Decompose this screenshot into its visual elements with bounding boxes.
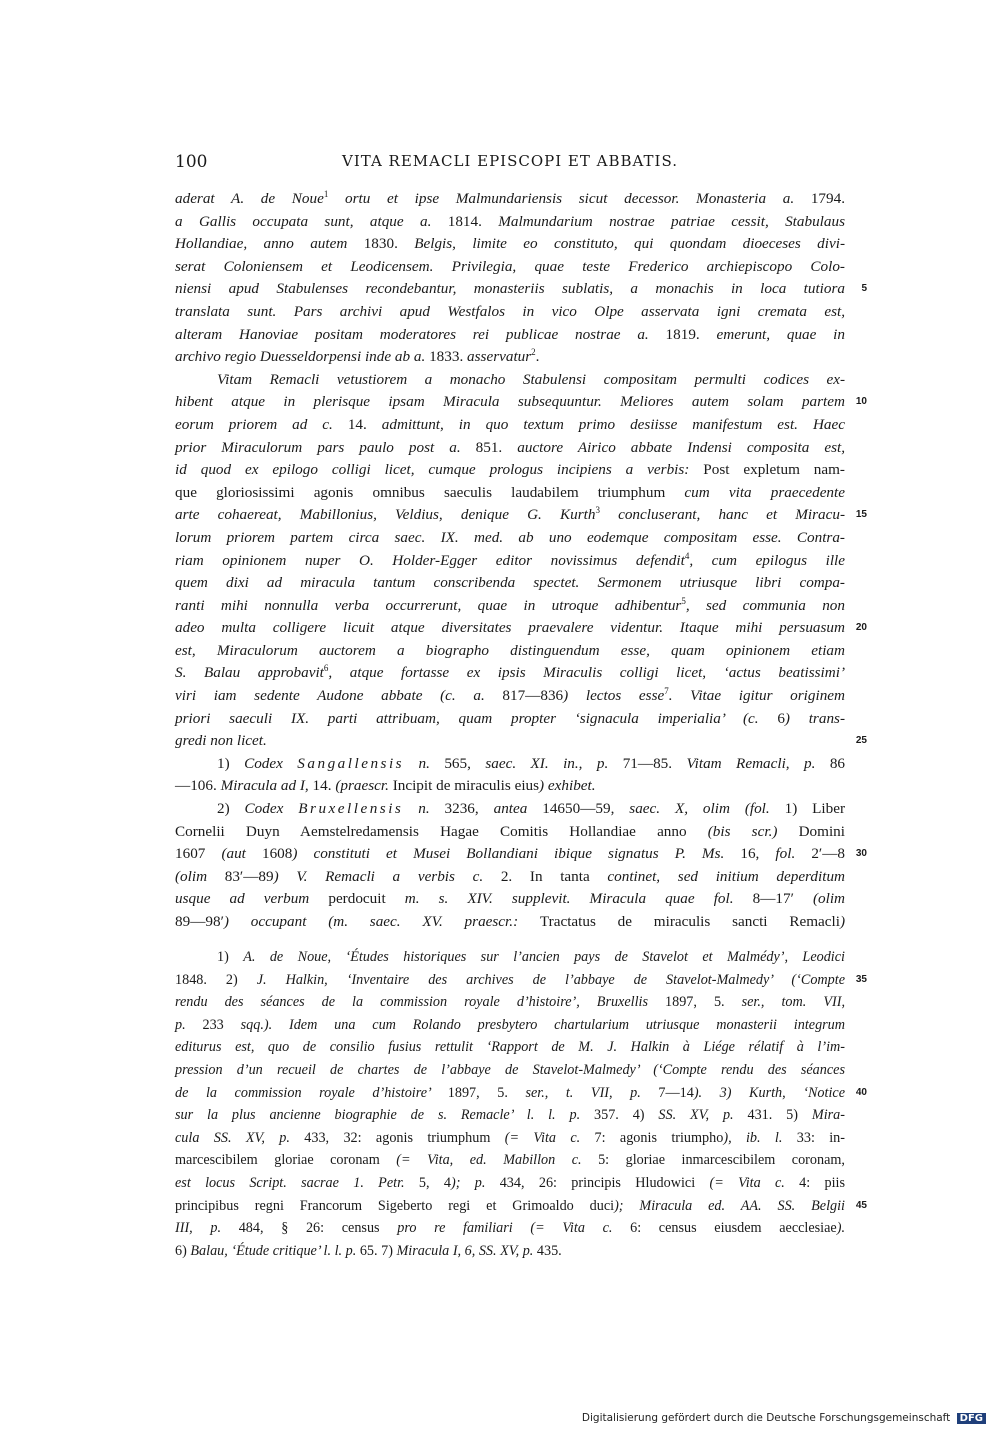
text-segment: aderat A. de Noue <box>175 190 324 207</box>
text-segment: 4: piis <box>799 1174 846 1191</box>
text-segment: 1) <box>217 949 244 965</box>
text-segment: ) constituti et Musei Bollandiani ibique signatus P. Ms. <box>292 845 741 863</box>
text-line <box>175 346 845 369</box>
text-segment: 1897, 5. <box>447 1084 526 1101</box>
text-segment: que gloriosissimi agonis omnibus saeculis laudabilem triumphum <box>175 483 685 501</box>
text-line <box>175 730 867 753</box>
text-segment: archivo regio Duesseldorpensi inde ab a. <box>175 348 430 366</box>
text-segment: Codex <box>244 800 299 818</box>
text-line <box>175 866 845 889</box>
text-segment: —106. <box>175 777 221 795</box>
text-line <box>175 1195 867 1218</box>
text-segment: saec. XI. in., p. <box>485 754 623 772</box>
text-segment: 2′—8 <box>811 845 846 863</box>
text-segment: (= Vita c. <box>504 1129 595 1146</box>
credit-text: Digitalisierung gefördert durch die Deutsche Forschungsgemeinschaft <box>581 1412 951 1424</box>
text-segment: 3236, <box>444 800 494 818</box>
text-segment: (aut <box>221 845 262 863</box>
text-segment: continet, sed initium deperditum <box>607 867 846 885</box>
text-segment: 1897, 5. <box>665 994 742 1011</box>
text-segment: Hollandiae, anno autem <box>175 235 364 253</box>
text-segment: 1819. <box>665 325 717 343</box>
text-segment: ) exhibet. <box>539 777 596 795</box>
text-line <box>175 1059 845 1082</box>
line-number: 10 <box>855 396 867 408</box>
text-segment: cula SS. XV, p. <box>175 1129 305 1146</box>
text-segment: ranti mihi nonnulla verba occurrerunt, quae in utroque adhibentur <box>175 596 682 614</box>
text-segment: cum vita praecedente <box>684 483 845 501</box>
text-segment: usque ad verbum <box>175 890 329 908</box>
text-segment: ) trans- <box>784 709 846 727</box>
text-line <box>175 662 845 685</box>
text-segment: niensi apud Stabulenses recondebantur, monasteriis sublatis, a monachis in loca tutiora <box>175 280 845 298</box>
text-segment: 435. <box>536 1242 562 1259</box>
text-segment: asservatur <box>467 348 532 366</box>
text-segment: (olim <box>175 867 225 885</box>
text-segment: 2. In tanta <box>500 867 608 885</box>
text-segment: concluserant, hanc et Miracu- <box>599 506 845 524</box>
text-segment: 1608 <box>261 845 293 863</box>
text-segment: ) occupant (m. saec. XV. praescr.: <box>223 913 540 930</box>
text-segment: Cornelii Duyn Aemstelredamensis Hagae Comitis Hollandiae anno <box>175 822 708 840</box>
text-segment: auctore Airico abbate Indensi composita est, <box>517 438 845 456</box>
text-segment: p. <box>175 1016 203 1033</box>
text-segment: (bis scr.) <box>707 822 778 840</box>
text-segment: Vitam Remacli, p. <box>686 754 830 772</box>
text-line <box>175 843 867 866</box>
text-line <box>175 504 867 527</box>
text-segment: 1794. <box>810 190 845 207</box>
text-segment: J. Halkin, ‘Inventaire des archives de l’abbaye de Stavelot-Malmedy’ (‘Compte <box>256 971 845 988</box>
digitization-credit <box>582 1412 986 1424</box>
text-segment: 5: gloriae inmarcescibilem coronam, <box>598 1152 845 1169</box>
text-segment: Sangallensis <box>297 754 405 772</box>
text-segment: Bruxellensis <box>298 800 404 818</box>
text-segment: emerunt, quae in <box>716 325 845 343</box>
text-segment: ), ib. l. <box>723 1129 797 1146</box>
page-header <box>175 152 845 176</box>
text-segment: arte cohaereat, Mabillonius, Veldius, denique G. Kurth <box>175 506 596 524</box>
text-segment: saec. X, olim (fol. <box>629 800 785 818</box>
text-line <box>175 1240 845 1263</box>
footnotes <box>175 946 867 1262</box>
text-segment: a Gallis occupata sunt, atque a. <box>175 212 448 230</box>
text-segment: viri iam sedente Audone abbate (c. a. <box>175 687 503 705</box>
running-title: VITA REMACLI EPISCOPI ET ABBATIS. <box>342 152 678 170</box>
text-segment: Miracula I, 6, SS. XV, p. <box>396 1242 537 1259</box>
text-segment: 14. <box>347 415 382 433</box>
text-segment: 89—98′ <box>175 913 224 930</box>
text-segment: 357. 4) <box>594 1107 659 1124</box>
text-segment: sur la plus ancienne biographie de s. Remacle’ l. l. p. <box>175 1107 594 1124</box>
text-segment: 434, 26: principis Hludowici <box>499 1174 710 1191</box>
text-segment: riam opinionem nuper O. Holder-Egger editor novissimus defendit <box>175 551 685 569</box>
text-line <box>175 211 845 234</box>
text-segment: ser., t. VII, p. <box>525 1084 659 1101</box>
text-segment: 14. <box>312 777 336 795</box>
text-segment: 14650—59, <box>542 800 630 818</box>
text-segment: id quod ex epilogo colligi licet, cumque prologus incipiens a verbis: <box>175 461 704 479</box>
footnote-marker: 7 <box>664 686 669 696</box>
text-line <box>175 324 845 347</box>
text-segment: ); p. <box>450 1174 500 1191</box>
text-segment: , sed communia non <box>685 596 845 614</box>
line-number: 5 <box>861 283 867 295</box>
text-segment: Domini <box>777 822 845 840</box>
text-segment: ) V. Remacli a verbis c. <box>273 867 501 885</box>
text-segment: pression d’un recueil de chartes de l’abbaye de Stavelot-Malmedy’ (‘Compte rendu des séances <box>175 1061 845 1078</box>
text-line <box>175 775 845 798</box>
text-segment: Belgis, limite eo constituto, qui quondam dioeceses divi- <box>414 235 846 253</box>
text-segment: 2) <box>217 800 245 818</box>
text-segment: n. <box>404 754 445 772</box>
line-number: 30 <box>855 848 867 860</box>
text-segment: 83′—89 <box>224 867 274 885</box>
text-segment: alteram Hanoviae positam moderatores rei publicae nostrae a. <box>175 325 666 343</box>
text-line <box>175 437 845 460</box>
text-segment: gredi non licet. <box>175 732 267 750</box>
text-segment: 1814. <box>447 212 499 230</box>
text-segment: hibent atque in plerisque ipsam Miracula subsequuntur. Meliores autem solam partem <box>175 393 845 411</box>
text-segment: Tractatus de miraculis sancti Remacli <box>539 913 840 930</box>
text-segment: 16, <box>740 845 776 863</box>
text-line <box>175 527 845 550</box>
text-segment: fol. <box>775 845 812 863</box>
text-line <box>175 1172 845 1195</box>
text-segment: m. s. XIV. supplevit. Miracula quae fol. <box>404 890 753 908</box>
text-segment: 431. 5) <box>747 1107 812 1124</box>
text-line <box>175 991 845 1014</box>
text-segment: translata sunt. Pars archivi apud Westfalos in vico Olpe asservata igni cremata est, <box>175 302 845 320</box>
text-segment: de la commission royale d’histoire’ <box>175 1084 448 1101</box>
text-segment: adeo multa colligere licuit atque diversitates praevalere videntur. Itaque mihi persuasum <box>175 619 845 637</box>
text-segment: Codex <box>244 754 298 772</box>
text-segment: serat Coloniensem et Leodicensem. Privilegia, quae teste Frederico archiepiscopo Colo- <box>175 257 845 275</box>
main-text <box>175 188 867 934</box>
text-line <box>175 1217 845 1240</box>
text-line <box>175 1082 867 1105</box>
text-segment: antea <box>493 800 543 818</box>
text-line <box>175 685 845 708</box>
text-segment: Mira- <box>811 1107 845 1124</box>
text-segment: ); Miracula ed. AA. SS. Belgii <box>614 1197 845 1214</box>
footnote-marker: 5 <box>681 595 686 606</box>
text-segment: 1848. 2) <box>175 971 257 988</box>
text-segment: rendu des séances de la commission royale d’histoire’, Bruxellis <box>175 994 666 1011</box>
text-segment: quem dixi ad miracula tantum conscribenda spectet. Sermonem utriusque libri compa- <box>175 574 845 592</box>
text-segment: prior Miraculorum pars paulo post a. <box>175 438 476 456</box>
text-segment: ortu et ipse Malmundariensis sicut decessor. Monasteria a. <box>328 190 811 207</box>
text-line <box>175 278 867 301</box>
footnote-marker: 6 <box>323 663 329 674</box>
text-segment: (= Vita c. <box>709 1174 800 1191</box>
line-number: 25 <box>855 735 867 747</box>
line-number: 40 <box>855 1086 867 1098</box>
text-segment: A. de Noue, ‘Études historiques sur l’ancien pays de Stavelot et Malmédy’, Leodici <box>243 949 845 965</box>
text-segment: 1) <box>217 754 245 772</box>
text-segment: 7: agonis triumpho <box>594 1129 724 1146</box>
text-line <box>175 911 845 934</box>
text-segment: Vitam Remacli vetustiorem a monacho Stabulensi compositam permulti codices ex- <box>217 370 845 388</box>
footnote-marker: 3 <box>595 505 600 516</box>
text-line <box>175 1104 845 1127</box>
text-segment: 6: census eiusdem aecclesiae <box>630 1220 837 1237</box>
text-line <box>175 482 845 505</box>
text-segment: ). 3) Kurth, ‘Notice <box>693 1084 846 1101</box>
line-number: 45 <box>855 1199 867 1211</box>
text-segment: ) lectos esse <box>563 687 665 705</box>
text-segment: n. <box>403 800 445 818</box>
text-segment: 86 <box>829 754 846 772</box>
text-segment: perdocuit <box>328 890 405 908</box>
text-segment: Miracula ad I, <box>220 777 313 795</box>
text-line <box>175 301 845 324</box>
text-line <box>175 946 845 969</box>
text-segment: marcescibilem gloriae coronam <box>175 1152 397 1169</box>
text-segment: 484, § 26: census <box>238 1220 398 1237</box>
text-segment: 433, 32: agonis triumphum <box>304 1129 505 1146</box>
text-segment: SS. XV, p. <box>658 1107 748 1124</box>
text-segment: , atque fortasse ex ipsis Miraculis colligi licet, ‘actus beatissimi’ <box>328 664 845 682</box>
text-segment: 1830. <box>363 235 415 253</box>
text-segment: sqq.). Idem una cum Rolando presbytero chartularium utriusque monasterii integrum <box>240 1016 846 1033</box>
text-segment: principibus regni Francorum Sigeberto regi et Grimoaldo duci <box>175 1197 615 1214</box>
text-segment: (olim <box>812 890 846 908</box>
text-line <box>175 233 845 256</box>
text-segment: Balau, ‘Étude critique’ l. l. p. <box>190 1242 360 1259</box>
line-number: 15 <box>855 509 867 521</box>
text-segment: 1833. <box>429 348 468 366</box>
text-line <box>175 1127 845 1150</box>
text-segment: admittunt, in quo textum primo desiisse manifestum est. Haec <box>381 415 845 433</box>
text-segment: 65. 7) <box>359 1242 397 1259</box>
footnote-marker: 1 <box>323 188 329 199</box>
text-segment: 7—14 <box>658 1084 694 1101</box>
page-number: 100 <box>175 152 208 172</box>
text-segment: 5, 4 <box>418 1174 451 1191</box>
text-line <box>175 572 845 595</box>
text-segment: ). <box>836 1220 845 1237</box>
text-line <box>175 708 845 731</box>
text-line <box>175 753 845 776</box>
text-segment: priori saeculi IX. parti attribuam, quam propter ‘signacula imperialia’ (c. <box>175 709 778 727</box>
text-segment: S. Balau approbavit <box>175 664 324 682</box>
text-line <box>175 798 845 821</box>
line-number: 35 <box>855 973 867 985</box>
text-line <box>175 1014 845 1037</box>
text-segment: editurus est, quo de consilio fusius rettulit ‘Rapport de M. J. Halkin à Liége rélatif à l’im- <box>175 1039 845 1056</box>
text-line <box>175 391 867 414</box>
text-line <box>175 617 867 640</box>
text-segment: est, Miraculorum auctorem a biographo distinguendum esse, quam opinionem etiam <box>175 641 845 659</box>
text-line <box>175 821 845 844</box>
text-segment: 1607 <box>175 845 222 863</box>
text-segment: 33: in- <box>796 1129 845 1146</box>
text-line <box>175 188 845 211</box>
text-segment: 71—85. <box>622 754 687 772</box>
text-segment: 1) Liber <box>784 800 846 818</box>
text-segment: . Vitae igitur originem <box>668 687 845 705</box>
text-segment: III, p. <box>175 1220 239 1237</box>
text-segment: 851. <box>475 438 518 456</box>
text-segment: pro re familiari (= Vita c. <box>397 1220 631 1237</box>
text-line <box>175 459 845 482</box>
text-line <box>175 595 845 618</box>
text-segment: eorum priorem ad c. <box>175 415 348 433</box>
text-segment: 565, <box>444 754 486 772</box>
text-line <box>175 1149 845 1172</box>
text-line <box>175 369 845 392</box>
text-segment: 6) <box>175 1242 191 1259</box>
text-line <box>175 550 845 573</box>
text-line <box>175 888 845 911</box>
text-segment: ) <box>839 913 845 930</box>
dfg-logo: DFG <box>957 1413 986 1424</box>
footnote-marker: 4 <box>684 550 690 561</box>
text-segment: , cum epilogus ille <box>689 551 846 569</box>
text-segment: Incipit de miraculis eius <box>392 777 540 795</box>
text-line <box>175 640 845 663</box>
text-segment: (= Vita, ed. Mabillon c. <box>396 1152 599 1169</box>
text-segment: . <box>535 348 540 366</box>
text-line <box>175 969 867 992</box>
text-segment: ser., tom. VII, <box>741 994 845 1011</box>
text-segment: Post expletum nam- <box>703 461 845 479</box>
text-segment: Malmundarium nostrae patriae cessit, Stabulaus <box>498 212 845 230</box>
text-segment: lorum priorem partem circa saec. IX. med. ab uno eodemque compositam esse. Contra- <box>175 528 845 546</box>
text-segment: 233 <box>202 1016 241 1033</box>
text-line <box>175 414 845 437</box>
text-segment: 6 <box>777 709 785 727</box>
text-segment: 8—17′ <box>752 890 813 908</box>
text-segment: est locus Script. sacrae 1. Petr. <box>175 1174 419 1191</box>
line-number: 20 <box>855 622 867 634</box>
text-segment: (praescr. <box>335 777 393 795</box>
text-line <box>175 256 845 279</box>
footnote-marker: 2 <box>531 347 536 358</box>
text-segment: 817—836 <box>502 687 564 705</box>
text-line <box>175 1036 845 1059</box>
